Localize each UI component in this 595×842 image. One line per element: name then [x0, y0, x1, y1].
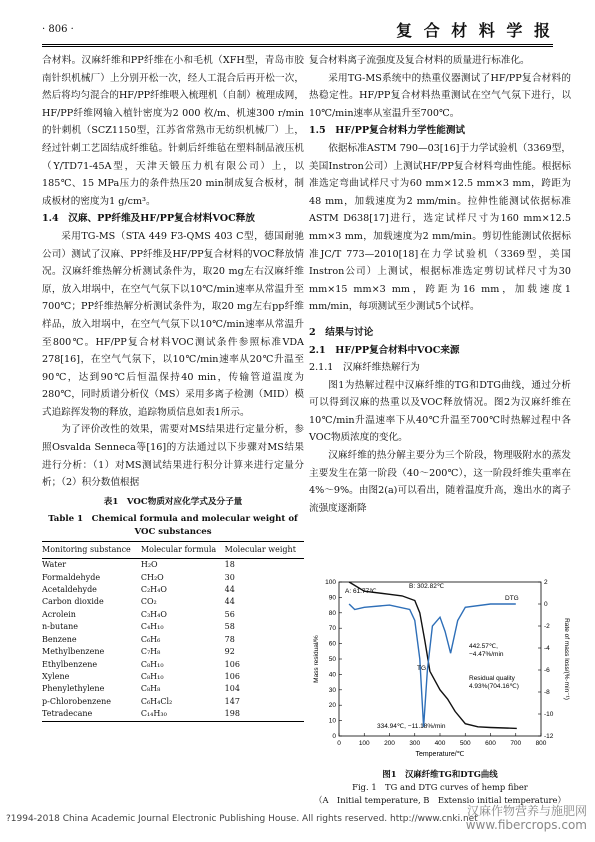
table-cell: 106	[224, 659, 240, 669]
table-cell: 58	[224, 622, 235, 632]
y-left-tick-label: 40	[328, 671, 336, 679]
y-left-axis-label: Mass residual/%	[313, 635, 320, 683]
table-cell: C₄H₁₀	[140, 622, 164, 632]
table-cell: 92	[224, 647, 235, 657]
x-axis-label: Temperature/℃	[415, 751, 465, 758]
table-cell: Formaldehyde	[42, 572, 101, 582]
figure-caption-note: （A Initial temperature, B Extensio initial temperature）	[314, 795, 566, 805]
y-left-tick-label: 0	[332, 733, 336, 740]
y-right-tick-label: 2	[544, 579, 548, 586]
x-tick-label: 0	[337, 740, 341, 747]
table-cell: 78	[224, 634, 235, 644]
annotation-a: A: 61.77℃	[345, 588, 377, 595]
table-row	[42, 671, 304, 683]
y-right-tick-label: -12	[544, 733, 554, 740]
y-right-tick-label: -8	[544, 689, 550, 696]
x-tick-label: 400	[434, 740, 446, 747]
table-cell: 104	[224, 684, 240, 694]
annotation-peak1: 442.57℃,	[469, 643, 498, 650]
table-cell: n-butane	[42, 622, 78, 632]
paragraph: 复合材料离子流强度及复合材料的质量进行标准化。	[309, 55, 530, 66]
section-heading-2: 2 结果与讨论	[309, 326, 374, 338]
table-cell: CH₂O	[140, 572, 164, 582]
table-cell: 44	[224, 585, 235, 595]
table-cell: C₆H₄Cl₂	[140, 696, 173, 706]
table-row	[42, 696, 304, 708]
table-header: Molecular formula	[141, 541, 225, 558]
table-cell: 30	[224, 572, 235, 582]
x-tick-label: 800	[535, 740, 547, 747]
table-row	[42, 646, 304, 658]
y-left-tick-label: 60	[328, 640, 336, 648]
paragraph: 采用TG-MS（STA 449 F3-QMS 403 C型，德国耐驰公司）测试了汉麻、PP纤维及HF/PP复合材料的VOC释放情况。汉麻纤维热解分析测试条件为，取20 mg左右汉麻纤维原，放入坩埚中，在空气气氛下以10℃/min速率从常温升至700℃；PP纤维热解分析测试条件为，取20 mg左右pp纤维样品，放入坩埚中，在空气气氛下以10℃/min速率从常温升至800℃。HF/PP复合材料VOC测试条件参照标准VDA 278[16]，在空气气氛下，以10℃/min速率从20℃升温至90℃，达到90℃后恒温保持40 min，传输管道温度为280℃，同时质谱分析仪（MS）采用多离子检测（MID）模式追踪挥发物的释放，追踪物质信息如表1所示。	[42, 230, 304, 418]
section-heading-1-5: 1.5 HF/PP复合材料力学性能测试	[309, 125, 466, 137]
table-cell: Acrolein	[42, 609, 76, 619]
table-caption-en: Table 1 Chemical formula and molecular weight of VOC substances	[48, 513, 298, 537]
table-cell: Tetradecane	[42, 708, 141, 721]
table-row	[42, 683, 304, 695]
y-left-tick-label: 10	[328, 717, 336, 725]
y-right-tick-label: -4	[544, 645, 550, 652]
annotation-peak1-rate: −4.47%/min	[469, 651, 504, 658]
x-tick-label: 700	[510, 740, 522, 747]
annotation-b: B: 302.82℃	[409, 583, 445, 590]
y-left-tick-label: 50	[328, 656, 336, 663]
table-cell: 18	[224, 560, 235, 570]
table-header: Monitoring substance	[42, 541, 141, 558]
y-left-tick-label: 30	[328, 686, 336, 694]
series-line-dtg	[349, 604, 516, 727]
table-row	[42, 572, 304, 584]
table-cell: p-Chlorobenzene	[42, 696, 111, 706]
paragraph: 为了评价改性的效果，需要对MS结果进行定量分析，参照Osvalda Senneca等[16]的方法通过以下步骤对MS结果进行分析：（1）对MS测试结果进行积分计算来进行定量分析；（2）积分数值根据	[42, 424, 304, 489]
annotation-residual-value: 4.93%(704.16℃)	[469, 683, 519, 690]
paragraph: 依据标准ASTM 790—03[16]于力学试验机（3369型，美国Instron公司）上测试HF/PP复合材料弯曲性能。根据标准选定弯曲试样尺寸为60 mm×12.5 mm×3 mm，跨距为48 mm，加载速度为2 mm/min。拉伸性能测试依据标准ASTM D638[17]进行，选定试样尺寸为160 mm×12.5 mm×3 mm，加载速度为2 mm/min。剪切性能测试依据标准JC/T 773—2010[18]在力学试验机（3369型，美国Instron公司）上测试，根据标准选定剪切试样尺寸为30 mm×15 mm×3 mm，跨距为16 mm，加载速度1 mm/min，每项测试至少测试5个试样。	[309, 142, 571, 313]
annotation-tg: TG	[417, 665, 427, 672]
y-left-tick-label: 20	[328, 702, 336, 710]
table-row	[42, 634, 304, 646]
y-right-axis-label: Rate of mass loss/(%·min⁻¹)	[563, 618, 570, 700]
paragraph: 汉麻纤维的热分解主要分为三个阶段，物理吸附水的蒸发主要发生在第一阶段（40～200℃），这一阶段纤维失重率在4%～9%。由图2(a)可以看出，随着温度升高，逸出水的离子流强度逐渐降	[309, 450, 571, 514]
table-row	[42, 609, 304, 621]
table-row	[42, 584, 304, 596]
table-cell: CO₂	[140, 597, 157, 607]
table-cell: Phenylethylene	[42, 684, 105, 694]
header-rule-2	[42, 46, 553, 47]
y-left-tick-label: 80	[328, 609, 336, 617]
section-heading-1-4: 1.4 汉麻、PP纤维及HF/PP复合材料VOC释放	[42, 213, 255, 225]
paragraph: 合材料。汉麻纤维和PP纤维在小和毛机（XFH型，青岛市胶南针织机械厂）上分别开松一次，经人工混合后再开松一次，然后将均匀混合的HF/PP纤维喂入梳理机（自制）梳理成网，HF/PP纤维网输入植针密度为2 000 枚/m、机速300 r/min的针刺机（SCZ1150型，江苏省常熟市无纺织机械厂）上，经过针刺工艺固结成纤维毡。针刺后纤维毡在塑料制品液压机（Y/TD71-45A型，天津天锻压力机有限公司）上，以185℃、15 MPa压力的条件热压20 min制成复合板材，制成板材的密度为1 g/cm³。	[42, 55, 304, 207]
annotation-peak2: 334.94℃, −11.18%/min	[377, 723, 446, 730]
table-cell: Benzene	[42, 634, 77, 644]
y-right-tick-label: -2	[544, 623, 550, 630]
table-header: Molecular weight	[225, 541, 304, 558]
plot-frame	[339, 582, 541, 736]
table-cell: Acetaldehyde	[42, 585, 97, 595]
voc-table	[42, 541, 304, 722]
x-tick-label: 600	[485, 740, 496, 747]
table-cell: 198	[225, 708, 304, 721]
x-tick-label: 500	[459, 740, 471, 747]
table-cell: C₁₄H₃₀	[141, 708, 225, 721]
table-cell: H₂O	[140, 560, 158, 570]
table-row	[42, 659, 304, 671]
watermark-url: www.fibercrops.com	[465, 818, 587, 832]
page-number: · 806 ·	[42, 24, 74, 35]
table-row	[42, 708, 304, 721]
x-tick-label: 200	[384, 740, 395, 747]
table-cell: C₆H₆	[140, 634, 161, 644]
table-cell: Xylene	[42, 671, 70, 681]
y-left-tick-label: 90	[328, 594, 336, 602]
table-cell: Methylbenzene	[42, 647, 105, 657]
table-cell: C₂H₄O	[140, 585, 167, 595]
x-tick-label: 300	[409, 740, 421, 747]
table-cell: 56	[224, 609, 235, 619]
copyright-footer: ?1994-2018 China Academic Journal Electronic Publishing House. All rights reserved. http://www.cnki.net	[6, 814, 478, 824]
header-rule	[42, 44, 553, 45]
paragraph: 采用TG-MS系统中的热重仪器测试了HF/PP复合材料的热稳定性。HF/PP复合材料热重测试在空气气氛下进行，以10℃/min速率从室温升至700℃。	[309, 72, 571, 119]
watermark	[466, 804, 587, 832]
table-cell: C₈H₈	[140, 684, 161, 694]
figure-caption-en: Fig. 1 TG and DTG curves of hemp fiber	[352, 782, 528, 792]
table-cell: Ethylbenzene	[42, 659, 98, 669]
table-cell: Carbon dioxide	[42, 597, 104, 607]
figure-caption-cn: 图1 汉麻纤维TG和DTG曲线	[382, 769, 498, 779]
table-row	[42, 559, 304, 572]
table-cell: C₃H₄O	[140, 609, 167, 619]
table-cell: C₈H₁₀	[140, 659, 164, 669]
y-left-tick-label: 100	[325, 579, 336, 586]
y-right-tick-label: -10	[544, 711, 554, 718]
paragraph: 图1为热解过程中汉麻纤维的TG和DTG曲线，通过分析可以得到汉麻的热重以及VOC释放情况。图2为汉麻纤维在10℃/min升温速率下从40℃升温至700℃时热解过程中各VOC物质浓度的变化。	[309, 379, 571, 444]
table-row	[42, 596, 304, 608]
journal-title: 复 合 材 料 学 报	[396, 21, 553, 40]
page-header	[42, 14, 553, 42]
x-tick-label: 100	[358, 740, 370, 747]
right-column	[309, 52, 571, 517]
annotation-dtg: DTG	[505, 595, 519, 602]
watermark-cn: 汉麻作物营养与施肥网	[466, 804, 587, 818]
y-right-tick-label: 0	[544, 601, 548, 608]
y-right-tick-label: -6	[544, 667, 550, 674]
tg-dtg-chart	[309, 576, 571, 766]
y-left-tick-label: 70	[328, 625, 336, 633]
table-caption-cn: 表1 VOC物质对应化学式及分子量	[103, 496, 243, 507]
table-cell: Water	[42, 560, 67, 570]
table-cell: 147	[224, 696, 240, 706]
section-heading-2-1: 2.1 HF/PP复合材料中VOC来源	[309, 344, 460, 356]
table-cell: C₈H₁₀	[140, 671, 164, 681]
table-row	[42, 621, 304, 633]
table-cell: 44	[224, 597, 235, 607]
annotation-residual: Residual quality	[469, 675, 515, 682]
left-column	[42, 52, 304, 722]
table-cell: C₇H₈	[140, 647, 161, 657]
section-heading-2-1-1: 2.1.1 汉麻纤维热解行为	[309, 362, 420, 374]
table-cell: 106	[224, 671, 240, 681]
figure-1	[309, 576, 571, 766]
